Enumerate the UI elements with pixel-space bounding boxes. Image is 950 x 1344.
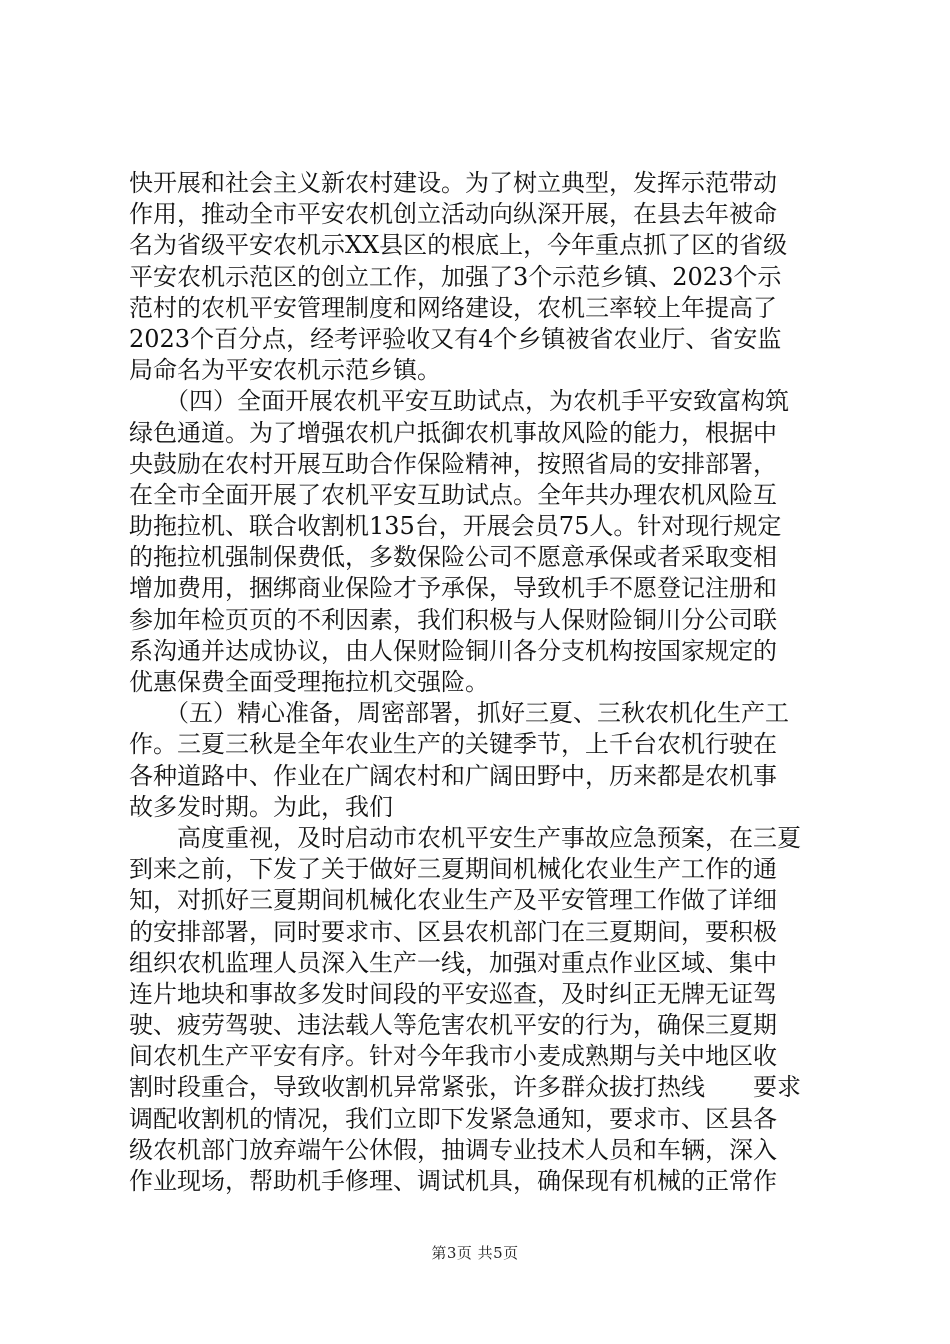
text-line: 快开展和社会主义新农村建设。为了树立典型，发挥示范带动 <box>129 169 777 197</box>
text-line: 范村的农机平安管理制度和网络建设，农机三率较上年提高了 <box>129 293 777 322</box>
text-line: 调配收割机的情况，我们立即下发紧急通知，要求市、区县各 <box>129 1104 777 1133</box>
text-line: 助拖拉机、联合收割机135台，开展会员75人。针对现行规定 <box>129 512 782 541</box>
text-line: 参加年检页页的不利因素，我们积极与人保财险铜川分公司联 <box>129 605 777 634</box>
text-line: 故多发时期。为此，我们 <box>129 792 393 821</box>
text-line: （四）全面开展农机平安互助试点，为农机手平安致富构筑 <box>129 387 789 416</box>
text-line: 优惠保费全面受理拖拉机交强险。 <box>129 668 489 696</box>
text-line: 割时段重合，导致收割机异常紧张，许多群众拔打热线 要求 <box>129 1073 801 1102</box>
text-line: 名为省级平安农机示XX县区的根底上，今年重点抓了区的省级 <box>129 231 788 260</box>
text-line: 各种道路中、作业在广阔农村和广阔田野中，历来都是农机事 <box>129 761 777 790</box>
text-line: 系沟通并达成协议，由人保财险铜川各分支机构按国家规定的 <box>129 636 777 665</box>
text-line: 作。三夏三秋是全年农业生产的关键季节，上千台农机行驶在 <box>129 730 777 759</box>
text-line: 平安农机示范区的创立工作，加强了3个示范乡镇、2023个示 <box>129 262 782 291</box>
text-line: 组织农机监理人员深入生产一线，加强对重点作业区域、集中 <box>129 948 777 977</box>
text-line: 到来之前，下发了关于做好三夏期间机械化农业生产工作的通 <box>129 855 777 884</box>
text-line: （五）精心准备，周密部署，抓好三夏、三秋农机化生产工 <box>129 699 789 728</box>
text-line: 连片地块和事故多发时间段的平安巡查，及时纠正无牌无证驾 <box>129 979 777 1008</box>
text-line: 知，对抓好三夏期间机械化农业生产及平安管理工作做了详细 <box>129 886 777 915</box>
text-line: 级农机部门放弃端午公休假，抽调专业技术人员和车辆，深入 <box>129 1135 777 1164</box>
body-text <box>129 168 827 1197</box>
text-line: 2023个百分点，经考评验收又有4个乡镇被省农业厅、省安监 <box>129 324 782 353</box>
text-line: 作用，推动全市平安农机创立活动向纵深开展，在县去年被命 <box>129 200 777 229</box>
text-line: 央鼓励在农村开展互助合作保险精神，按照省局的安排部署， <box>129 449 777 478</box>
text-line: 局命名为平安农机示范乡镇。 <box>129 356 441 385</box>
text-line: 作业现场，帮助机手修理、调试机具，确保现有机械的正常作 <box>129 1167 777 1195</box>
text-line: 在全市全面开展了农机平安互助试点。全年共办理农机风险互 <box>129 480 777 509</box>
text-line: 高度重视，及时启动市农机平安生产事故应急预案，在三夏 <box>129 823 801 852</box>
text-line: 绿色通道。为了增强农机户抵御农机事故风险的能力，根据中 <box>129 418 777 447</box>
text-line: 的拖拉机强制保费低，多数保险公司不愿意承保或者采取变相 <box>129 543 777 572</box>
page-footer: 第3页 共5页 <box>431 1244 519 1262</box>
text-line: 驶、疲劳驾驶、违法载人等危害农机平安的行为，确保三夏期 <box>129 1011 777 1040</box>
text-line: 增加费用，捆绑商业保险才予承保，导致机手不愿登记注册和 <box>129 574 777 603</box>
text-line: 间农机生产平安有序。针对今年我市小麦成熟期与关中地区收 <box>129 1042 777 1071</box>
text-line: 的安排部署，同时要求市、区县农机部门在三夏期间，要积极 <box>129 917 777 946</box>
